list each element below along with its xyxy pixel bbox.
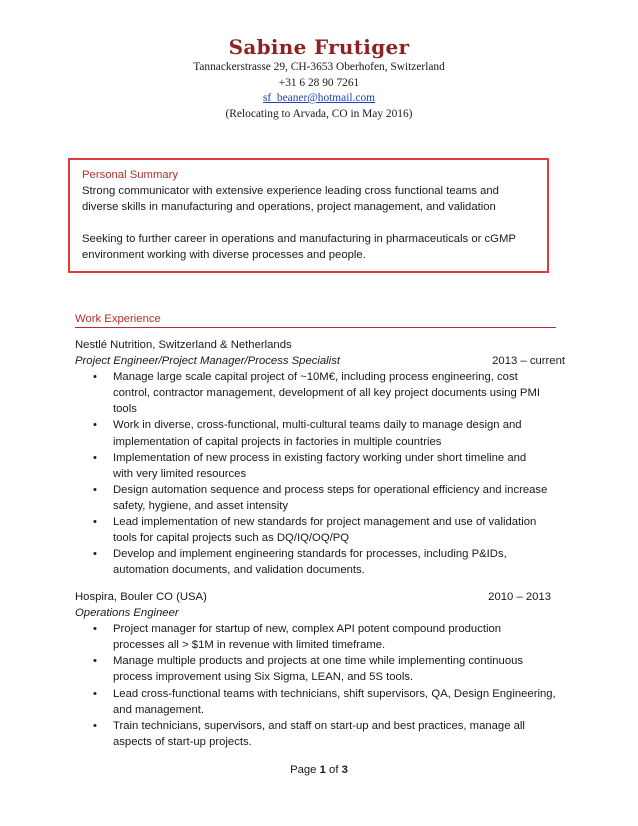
page-of: of <box>329 764 339 776</box>
bullet-line: with very limited resources <box>113 467 247 480</box>
bullet-item <box>93 653 565 685</box>
page-label: Page <box>290 764 317 776</box>
bullet-line: Manage large scale capital project of ~10M€, including process engineering, cost <box>113 371 518 384</box>
bullet-line: Implementation of new process in existing factory working under short timeline and <box>113 451 527 464</box>
work-experience-heading: Work Experience <box>75 311 556 328</box>
bullet-item <box>93 369 565 417</box>
bullet-line: Work in diverse, cross-functional, multi-cultural teams daily to manage design and <box>113 419 522 432</box>
bullet-line: Lead implementation of new standards for project management and use of validation <box>113 516 537 529</box>
bullet-icon: • <box>93 516 97 529</box>
bullet-line: Design automation sequence and process steps for operational efficiency and increase <box>113 483 548 496</box>
page-current: 1 <box>319 764 326 776</box>
page-footer <box>0 762 638 778</box>
bullet-item <box>93 417 565 449</box>
summary-line: environment working with diverse processes and people. <box>82 249 366 261</box>
bullet-line: aspects of start-up projects. <box>113 735 252 748</box>
bullet-line: Project manager for startup of new, complex API potent compound production <box>113 623 502 636</box>
email-link[interactable]: sf_beaner@hotmail.com <box>262 92 376 104</box>
job-dates: 2010 – 2013 <box>488 591 551 603</box>
bullet-icon: • <box>93 655 97 668</box>
bullet-icon: • <box>93 419 97 432</box>
summary-line: Strong communicator with extensive experience leading cross functional teams and <box>82 185 499 197</box>
summary-line: Seeking to further career in operations and manufacturing in pharmaceuticals or cGMP <box>82 233 516 245</box>
summary-title: Personal Summary <box>82 169 179 181</box>
bullet-item <box>93 686 565 718</box>
bullet-icon: • <box>93 371 97 384</box>
bullet-item <box>93 718 565 750</box>
bullet-item <box>93 450 565 482</box>
resume-header <box>0 34 638 122</box>
bullet-line: Develop and implement engineering standards for processes, including P&IDs, <box>113 548 507 561</box>
address: Tannackerstrasse 29, CH-3653 Oberhofen, Switzerland <box>193 61 445 73</box>
company-name: Hospira, Bouler CO (USA) <box>75 591 207 603</box>
bullet-line: and management. <box>113 703 205 716</box>
job-title-row <box>75 353 565 369</box>
phone: +31 6 28 90 7261 <box>278 76 360 89</box>
bullet-icon: • <box>93 451 97 464</box>
bullet-icon: • <box>93 719 97 732</box>
page-total: 3 <box>341 764 348 776</box>
personal-summary-box <box>68 158 549 273</box>
bullet-line: Train technicians, supervisors, and staff on start-up and best practices, manage all <box>113 719 525 732</box>
job-dates: 2013 – current <box>492 355 565 368</box>
relocation-note: (Relocating to Arvada, CO in May 2016) <box>225 107 413 120</box>
bullet-item <box>93 482 565 514</box>
bullet-item <box>93 514 565 546</box>
job-title: Project Engineer/Project Manager/Process Specialist <box>75 355 340 368</box>
summary-spacer <box>82 215 535 231</box>
bullet-item <box>93 621 565 653</box>
bullet-line: control, contractor management, development of all key project documents using PMI <box>113 387 540 400</box>
company-row <box>75 589 565 605</box>
bullet-line: implementation of capital projects in factories in multiple countries <box>113 435 442 448</box>
bullet-line: tools <box>113 403 137 416</box>
job-bullets <box>75 621 565 750</box>
bullet-item <box>93 546 565 578</box>
candidate-name: Sabine Frutiger <box>228 35 410 59</box>
bullet-line: process improvement using Six Sigma, LEAN, and 5S tools. <box>113 671 414 684</box>
bullet-line: safety, hygiene, and asset intensity <box>113 499 288 512</box>
bullet-line: processes all > $1M in revenue with limited timeframe. <box>113 639 386 652</box>
bullet-icon: • <box>93 548 97 561</box>
bullet-line: tools for capital projects such as DQ/IQ/OQ/PQ <box>113 532 350 545</box>
bullet-icon: • <box>93 623 97 636</box>
company-name: Nestlé Nutrition, Switzerland & Netherlands <box>75 339 292 351</box>
bullet-icon: • <box>93 483 97 496</box>
summary-line: diverse skills in manufacturing and operations, project management, and validation <box>82 201 496 213</box>
job-entry-nestle <box>75 337 565 578</box>
bullet-icon: • <box>93 687 97 700</box>
bullet-line: automation documents, and validation documents. <box>113 564 365 577</box>
job-title: Operations Engineer <box>75 607 179 620</box>
bullet-line: Manage multiple products and projects at one time while implementing continuous <box>113 655 524 668</box>
bullet-line: Lead cross-functional teams with technicians, shift supervisors, QA, Design Engineering, <box>113 687 556 700</box>
job-bullets <box>75 369 565 578</box>
job-entry-hospira <box>75 589 565 750</box>
